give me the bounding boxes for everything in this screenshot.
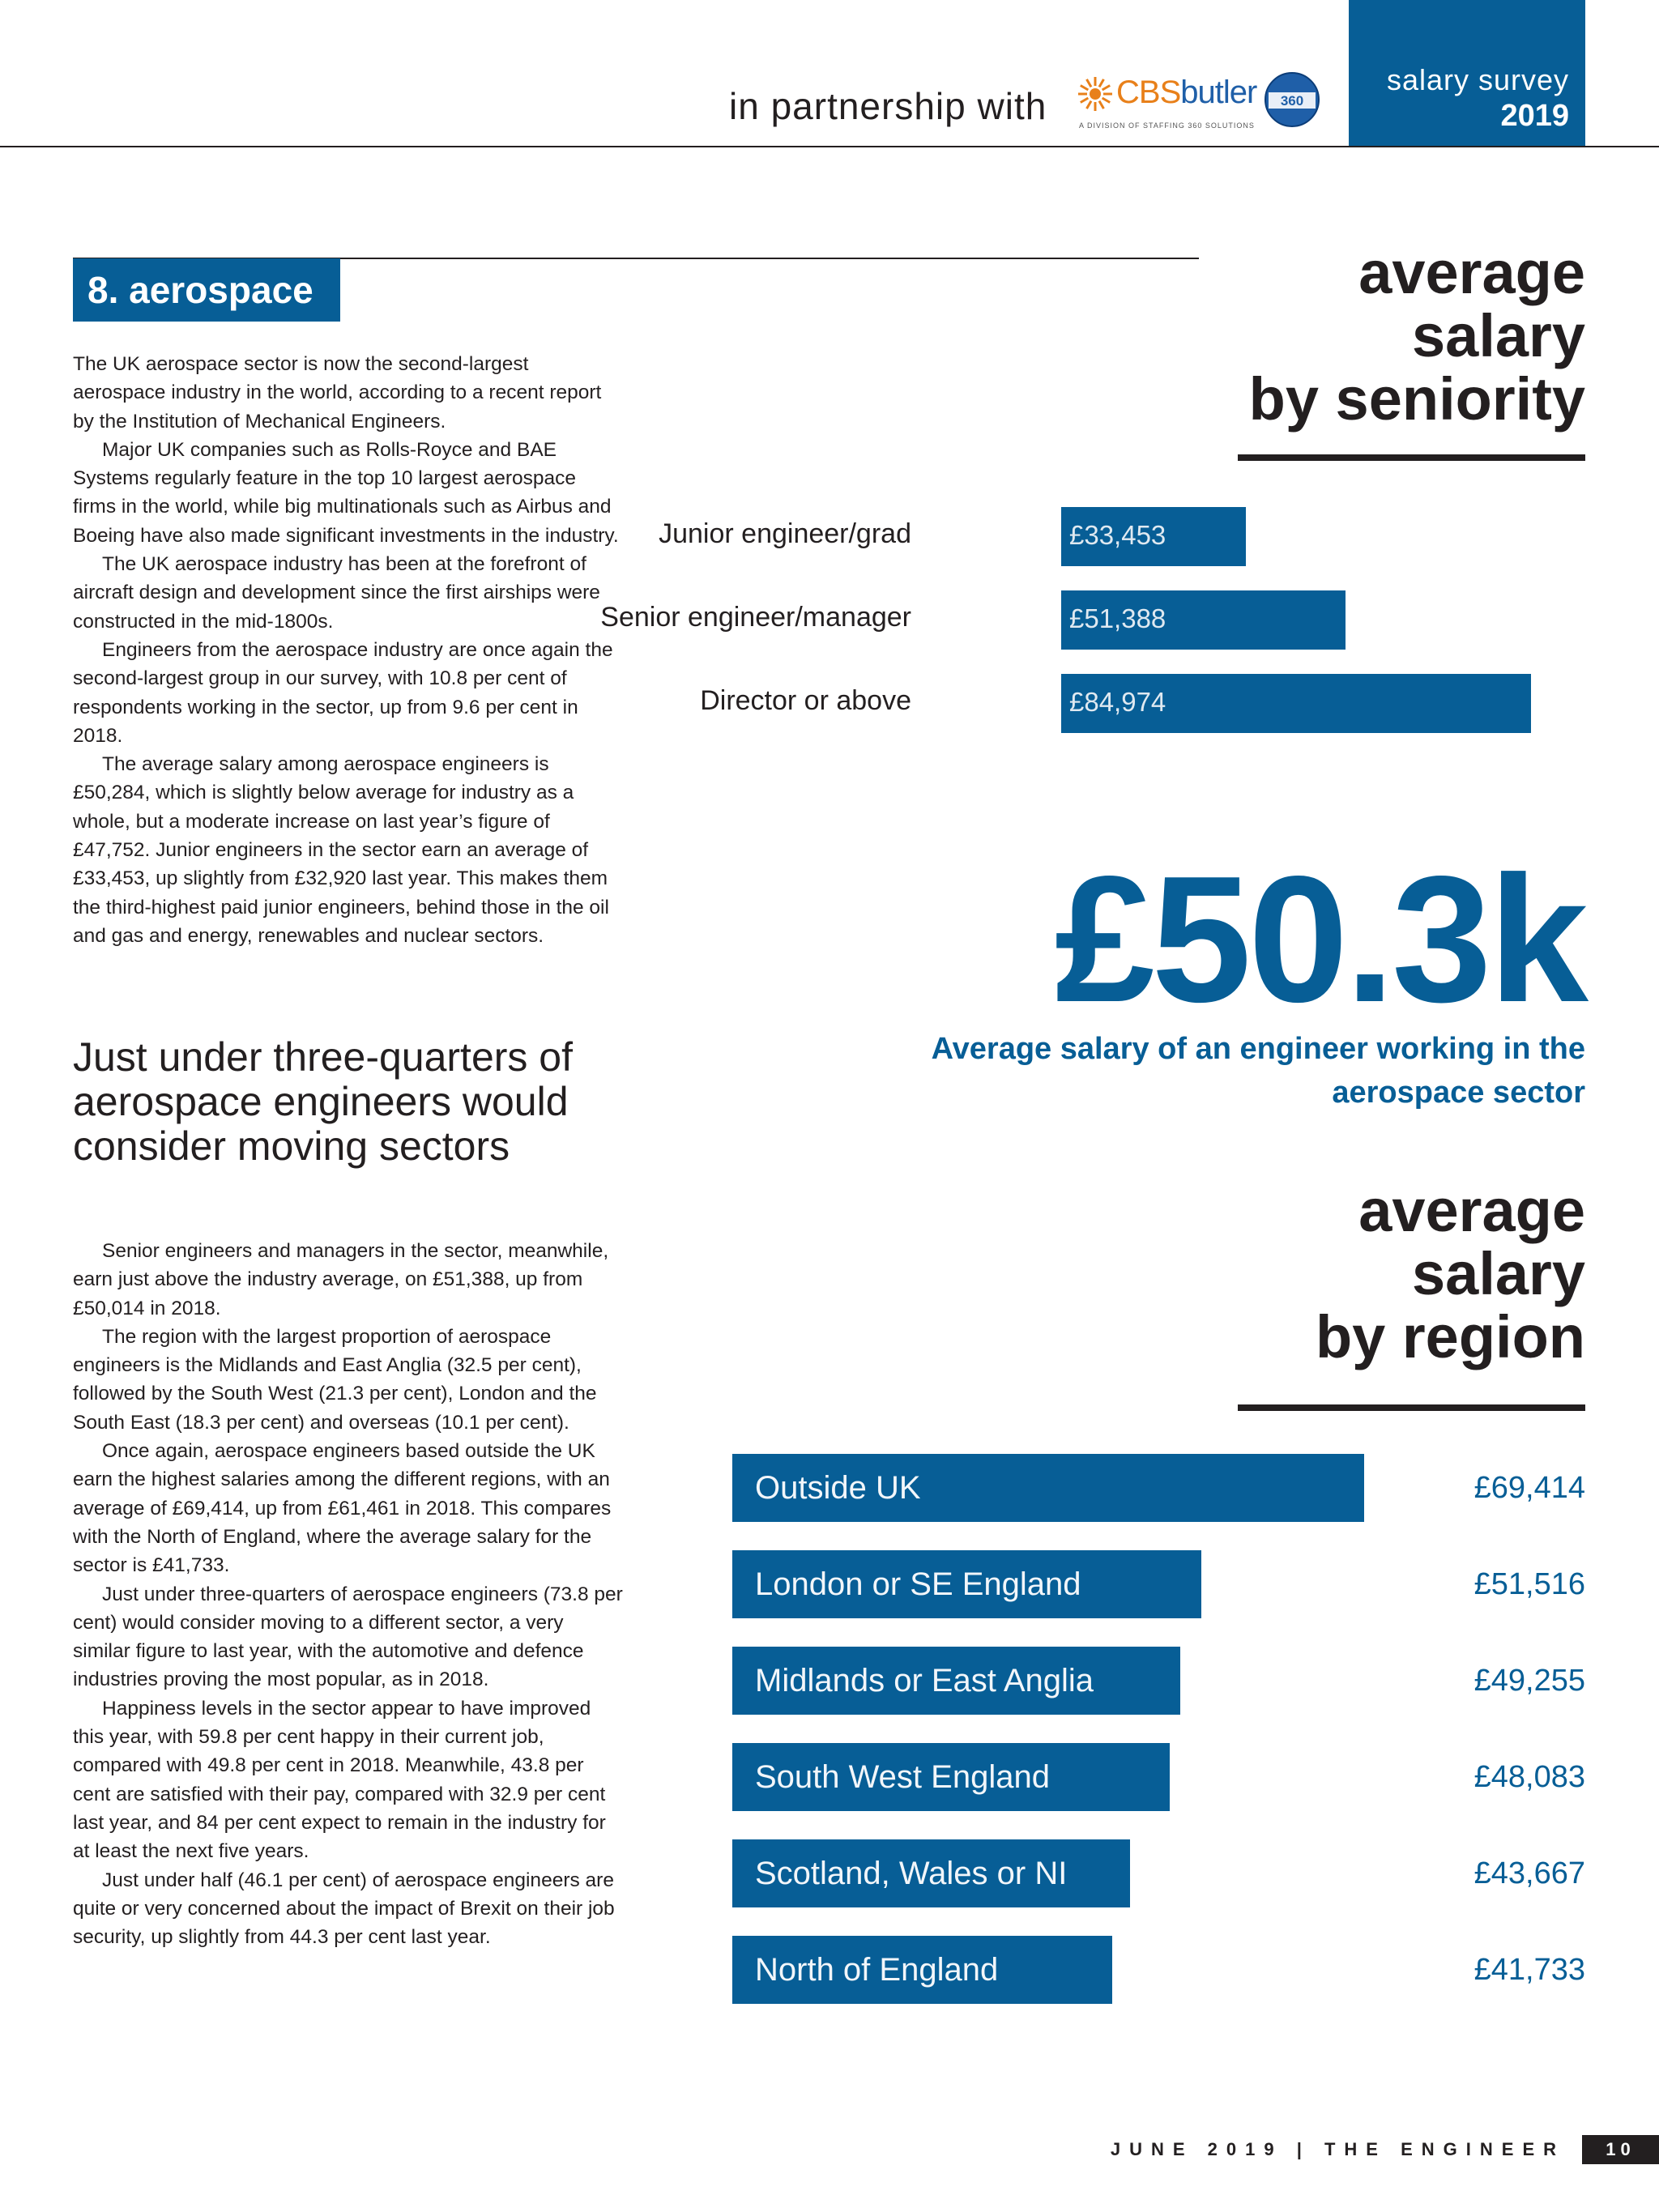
region-category-label: Scotland, Wales or NI	[755, 1856, 1068, 1891]
region-value-label: £41,733	[1473, 1953, 1585, 1987]
region-value-label: £48,083	[1473, 1760, 1585, 1794]
survey-year: 2019	[1500, 99, 1569, 133]
paragraph: The average salary among aerospace engineers is £50,284, which is slightly below average for industry as a whole, but a moderate increase on last year’s figure of £47,752. Junior engineers in the sector earn an average of £33,453, up slightly from £32,920 last year. This makes them the third-highest paid junior engineers, behind those in the oil and gas and energy, renewables and nuclear sectors.	[73, 753, 609, 947]
paragraph: Just under three-quarters of aerospace engineers (73.8 per cent) would consider moving to a different sector, a very similar figure to last year, with the automotive and defence industries proving the most popular, as in 2018.	[73, 1583, 623, 1691]
region-title-line: by region	[1315, 1303, 1585, 1370]
seniority-title-underline	[1238, 454, 1585, 461]
logo-subtitle: A DIVISION OF STAFFING 360 SOLUTIONS	[1079, 121, 1255, 130]
region-value-label: £51,516	[1473, 1567, 1585, 1601]
pull-quote: Just under three-quarters of aerospace engineers would consider moving sectors	[73, 1034, 573, 1169]
paragraph: Once again, aerospace engineers based outside the UK earn the highest salaries among the different regions, with an average of £69,414, up from £61,461 in 2018. This compares with the North of England, where the average salary for the sector is £41,733.	[73, 1440, 612, 1577]
paragraph: Senior engineers and managers in the sector, meanwhile, earn just above the industry average, on £51,388, up from £50,014 in 2018.	[73, 1240, 609, 1319]
seniority-title-line: by seniority	[1248, 365, 1585, 433]
region-category-label: South West England	[755, 1759, 1050, 1795]
seniority-value-label: £51,388	[1069, 603, 1166, 633]
logo-wordmark-butler: butler	[1180, 75, 1257, 110]
paragraph: Major UK companies such as Rolls-Royce and BAE Systems regularly feature in the top 10 largest aerospace firms in the world, while big multinationals such as Airbus and Boeing have also made significant investments in the industry.	[73, 438, 619, 547]
seniority-value-label: £33,453	[1069, 520, 1166, 550]
seniority-title-line: average	[1358, 239, 1585, 306]
region-category-label: Outside UK	[755, 1470, 921, 1506]
big-stat-caption	[775, 1027, 1585, 1115]
region-value-label: £69,414	[1473, 1471, 1585, 1505]
region-category-label: Midlands or East Anglia	[755, 1663, 1094, 1698]
big-stat-caption-line: Average salary of an engineer working in the	[931, 1032, 1585, 1066]
footer-text: JUNE 2019 | THE ENGINEER	[1110, 2139, 1565, 2159]
partner-text: in partnership with	[729, 85, 1047, 127]
globe-360-logo-icon	[1264, 71, 1320, 128]
paragraph: The region with the largest proportion of aerospace engineers is the Midlands and East Anglia (32.5 per cent), followed by the South West (21.3 per cent), London and the South East (18.3 per cent) and overseas (10.1 per cent).	[73, 1325, 597, 1434]
region-category-label: London or SE England	[755, 1566, 1081, 1602]
survey-label: salary survey	[1386, 63, 1569, 96]
region-chart-title	[1316, 1179, 1585, 1369]
region-value-label: £49,255	[1473, 1664, 1585, 1698]
salary-survey-tab	[1349, 0, 1585, 146]
seniority-category-label: Senior engineer/manager	[600, 602, 911, 633]
article-body-top	[73, 350, 624, 950]
section-badge: 8. aerospace	[73, 258, 340, 322]
paragraph: The UK aerospace sector is now the second-largest aerospace industry in the world, according to a recent report by the Institution of Mechanical Engineers.	[73, 353, 602, 433]
seniority-category-label: Director or above	[700, 685, 911, 716]
article-body-bottom	[73, 1237, 624, 1951]
seniority-title-line: salary	[1412, 302, 1585, 369]
region-value-label: £43,667	[1473, 1856, 1585, 1890]
logo-360-text: 360	[1280, 93, 1304, 109]
region-title-underline	[1238, 1404, 1585, 1411]
paragraph: Happiness levels in the sector appear to have improved this year, with 59.8 per cent happy in their current job, compared with 49.8 per cent in 2018. Meanwhile, 43.8 per cent are satisfied with their pay, compared with 32.9 per cent last year, and 84 per cent expect to remain in the industry for at least the next five years.	[73, 1697, 606, 1863]
region-title-line: salary	[1412, 1240, 1585, 1307]
big-stat-caption-line: aerospace sector	[1332, 1076, 1585, 1110]
logo-wordmark	[1116, 75, 1256, 111]
page-number: 10	[1582, 2135, 1659, 2164]
region-category-label: North of England	[755, 1952, 999, 1988]
big-stat-value: £50.3k	[1054, 839, 1585, 1040]
sun-logo-icon	[1077, 76, 1113, 112]
logo-wordmark-cbs: CBS	[1116, 75, 1181, 110]
paragraph: The UK aerospace industry has been at the forefront of aircraft design and development since the first airships were constructed in the mid-1800s.	[73, 553, 600, 633]
header-rule	[0, 146, 1659, 147]
seniority-bar-chart	[600, 486, 1588, 761]
seniority-value-label: £84,974	[1069, 687, 1166, 717]
paragraph: Just under half (46.1 per cent) of aerospace engineers are quite or very concerned about the impact of Brexit on their job security, up slightly from 44.3 per cent last year.	[73, 1869, 615, 1949]
paragraph: Engineers from the aerospace industry are once again the second-largest group in our survey, with 10.8 per cent of respondents working in the sector, up from 9.6 per cent in 2018.	[73, 638, 613, 747]
region-bar-chart	[732, 1454, 1585, 2021]
seniority-chart-title	[1249, 241, 1585, 431]
seniority-category-label: Junior engineer/grad	[659, 518, 911, 549]
region-title-line: average	[1358, 1177, 1585, 1244]
cbs-butler-logo	[1077, 71, 1320, 138]
